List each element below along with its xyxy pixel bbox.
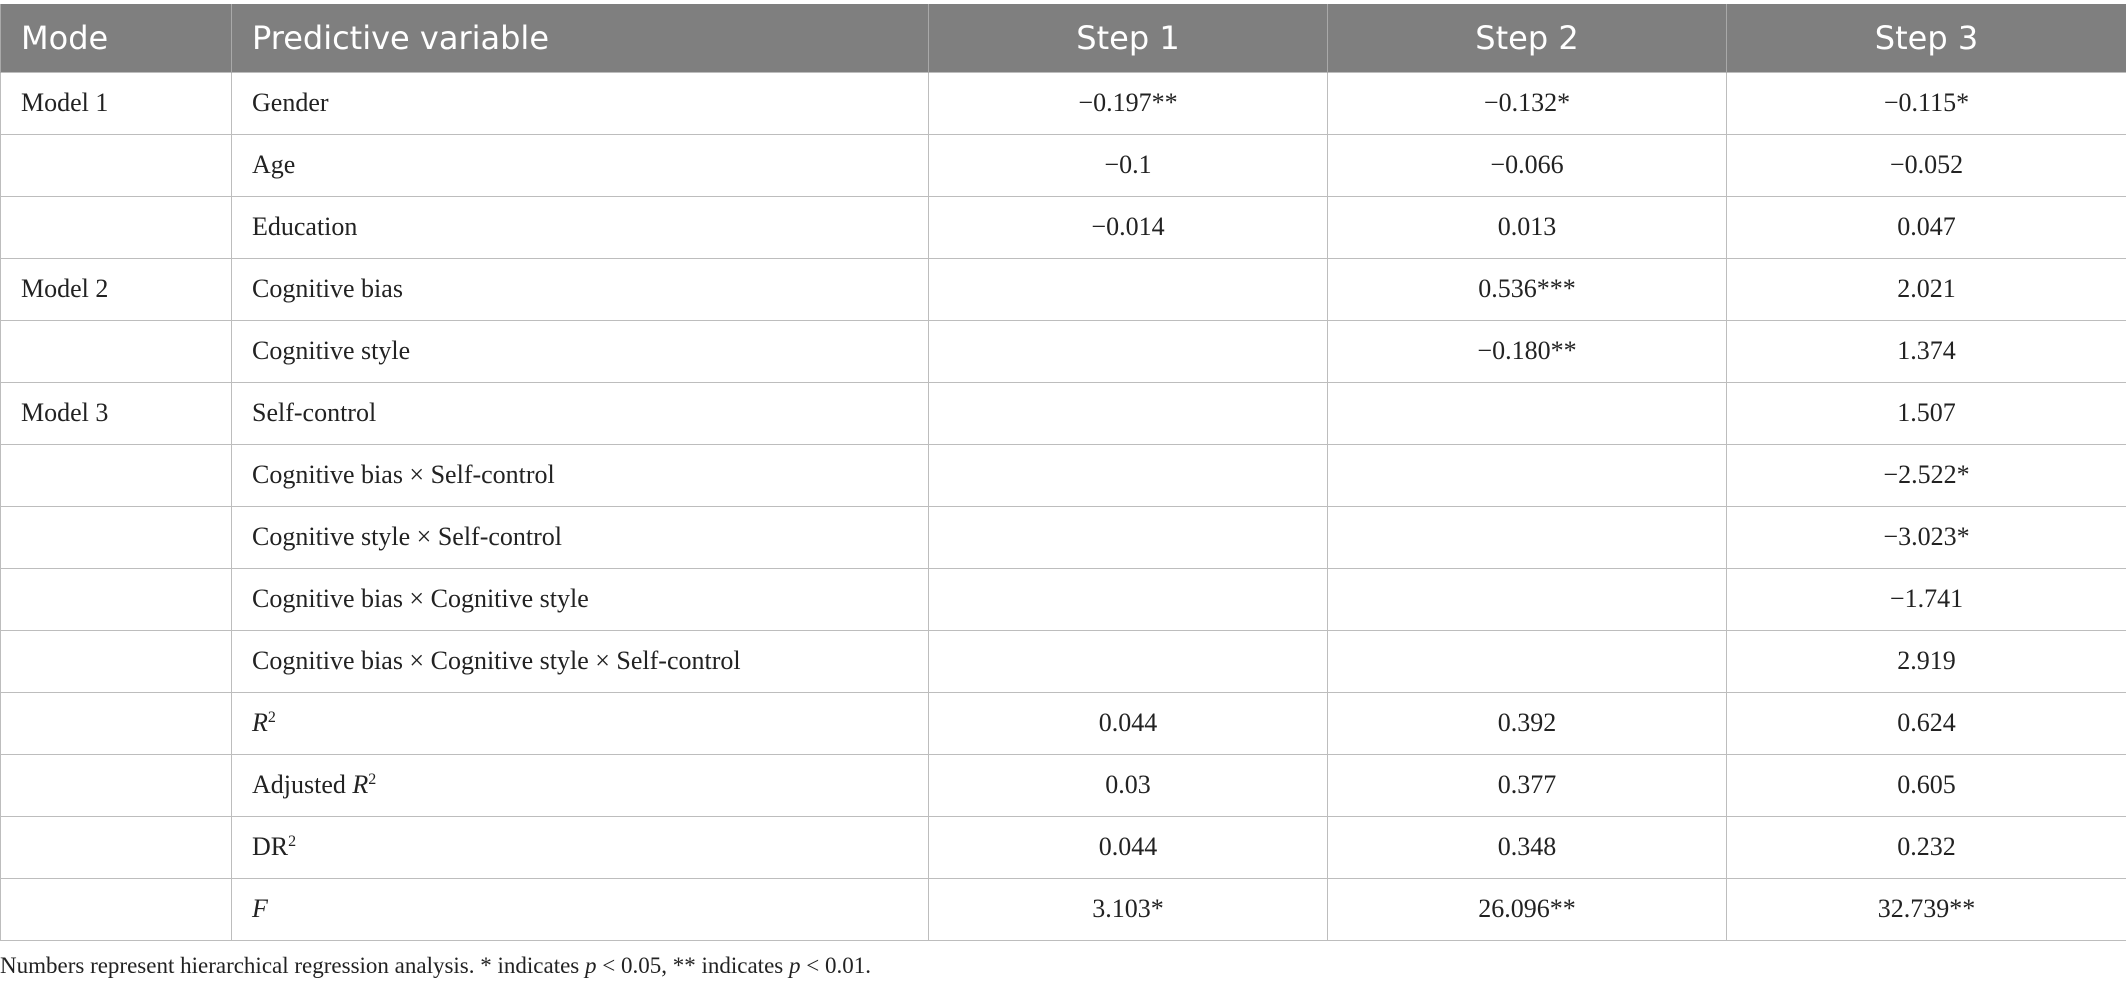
table-body	[1, 72, 2126, 940]
table-row	[1, 382, 2126, 444]
mode-cell	[1, 506, 232, 568]
step1-cell	[929, 382, 1328, 444]
mode-cell: Model 3	[1, 382, 232, 444]
mode-cell	[1, 754, 232, 816]
header-predictive-variable: Predictive variable	[232, 4, 929, 72]
mode-cell	[1, 816, 232, 878]
footnote-text-1: Numbers represent hierarchical regression analysis. * indicates	[0, 953, 586, 978]
step1-cell	[929, 568, 1328, 630]
table-row	[1, 506, 2126, 568]
footnote-text-2: < 0.05, ** indicates	[596, 953, 789, 978]
step3-cell: 2.021	[1727, 258, 2126, 320]
table-row	[1, 630, 2126, 692]
step3-cell: −3.023*	[1727, 506, 2126, 568]
step2-cell: 26.096**	[1328, 878, 1727, 940]
footnote-p-2: p	[788, 953, 801, 978]
step1-cell	[929, 630, 1328, 692]
table-row	[1, 444, 2126, 506]
step1-cell	[929, 444, 1328, 506]
step1-cell: −0.197**	[929, 72, 1328, 134]
variable-cell: Cognitive bias × Cognitive style	[232, 568, 929, 630]
variable-cell: Cognitive bias	[232, 258, 929, 320]
table-header	[1, 4, 2126, 72]
step2-cell: −0.132*	[1328, 72, 1727, 134]
dr-label: DR	[252, 832, 289, 861]
table-footnote	[0, 953, 2126, 979]
variable-cell: Cognitive bias × Cognitive style × Self-control	[232, 630, 929, 692]
header-row	[1, 4, 2126, 72]
delta-r-squared-label	[232, 816, 929, 878]
step3-cell: 2.919	[1727, 630, 2126, 692]
step3-cell: −2.522*	[1727, 444, 2126, 506]
step2-cell	[1328, 506, 1727, 568]
table-row	[1, 258, 2126, 320]
step2-cell: 0.377	[1328, 754, 1727, 816]
step2-cell	[1328, 568, 1727, 630]
mode-cell: Model 1	[1, 72, 232, 134]
step1-cell	[929, 320, 1328, 382]
step2-cell	[1328, 444, 1727, 506]
step1-cell: 0.044	[929, 816, 1328, 878]
mode-cell	[1, 320, 232, 382]
mode-cell	[1, 196, 232, 258]
regression-table-container	[0, 4, 2126, 941]
step3-cell: 1.507	[1727, 382, 2126, 444]
step3-cell: −0.115*	[1727, 72, 2126, 134]
step1-cell: 0.03	[929, 754, 1328, 816]
step1-cell: −0.014	[929, 196, 1328, 258]
adjusted-r-squared-label	[232, 754, 929, 816]
adjusted-prefix: Adjusted	[252, 770, 353, 799]
step2-cell: 0.013	[1328, 196, 1727, 258]
step2-cell	[1328, 630, 1727, 692]
step2-cell	[1328, 382, 1727, 444]
regression-table	[0, 4, 2126, 941]
variable-cell: Age	[232, 134, 929, 196]
footnote-p-1: p	[585, 953, 597, 978]
table-row	[1, 134, 2126, 196]
step2-cell: 0.392	[1328, 692, 1727, 754]
stat-row-f	[1, 878, 2126, 940]
table-row	[1, 568, 2126, 630]
r-label: R	[352, 770, 369, 799]
superscript-2: 2	[267, 709, 276, 726]
table-row	[1, 72, 2126, 134]
variable-cell: Cognitive bias × Self-control	[232, 444, 929, 506]
step3-cell: 1.374	[1727, 320, 2126, 382]
table-row	[1, 196, 2126, 258]
mode-cell	[1, 444, 232, 506]
step3-cell: 32.739**	[1727, 878, 2126, 940]
mode-cell	[1, 692, 232, 754]
f-letter: F	[252, 894, 268, 923]
mode-cell	[1, 134, 232, 196]
mode-cell	[1, 568, 232, 630]
stat-row-delta-r-squared	[1, 816, 2126, 878]
step3-cell: −1.741	[1727, 568, 2126, 630]
superscript-2: 2	[368, 771, 377, 788]
variable-cell: Self-control	[232, 382, 929, 444]
r-squared-label	[232, 692, 929, 754]
table-row	[1, 320, 2126, 382]
step1-cell	[929, 258, 1328, 320]
stat-row-r-squared	[1, 692, 2126, 754]
step3-cell: 0.047	[1727, 196, 2126, 258]
step1-cell: 0.044	[929, 692, 1328, 754]
step3-cell: 0.605	[1727, 754, 2126, 816]
step1-cell	[929, 506, 1328, 568]
step2-cell: −0.066	[1328, 134, 1727, 196]
variable-cell: Gender	[232, 72, 929, 134]
step2-cell: 0.536***	[1328, 258, 1727, 320]
r-label: R	[252, 708, 268, 737]
step3-cell: −0.052	[1727, 134, 2126, 196]
step1-cell: −0.1	[929, 134, 1328, 196]
f-label	[232, 878, 929, 940]
variable-cell: Cognitive style	[232, 320, 929, 382]
mode-cell	[1, 878, 232, 940]
variable-cell: Cognitive style × Self-control	[232, 506, 929, 568]
superscript-2: 2	[288, 833, 297, 850]
footnote-text-3: < 0.01.	[800, 953, 871, 978]
step2-cell: −0.180**	[1328, 320, 1727, 382]
mode-cell	[1, 630, 232, 692]
mode-cell: Model 2	[1, 258, 232, 320]
stat-row-adjusted-r-squared	[1, 754, 2126, 816]
header-step-2: Step 2	[1328, 4, 1727, 72]
step2-cell: 0.348	[1328, 816, 1727, 878]
header-mode: Mode	[1, 4, 232, 72]
step3-cell: 0.232	[1727, 816, 2126, 878]
variable-cell: Education	[232, 196, 929, 258]
step3-cell: 0.624	[1727, 692, 2126, 754]
step1-cell: 3.103*	[929, 878, 1328, 940]
header-step-3: Step 3	[1727, 4, 2126, 72]
header-step-1: Step 1	[929, 4, 1328, 72]
